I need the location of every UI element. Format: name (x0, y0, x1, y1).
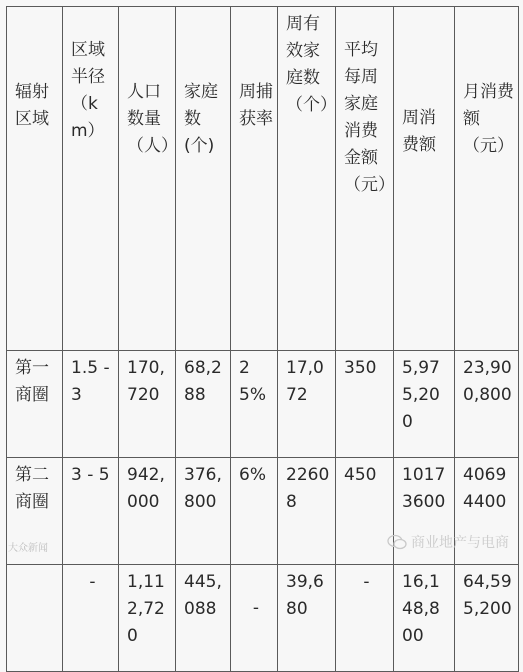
header-cell-weekly-spend: 周消费额 (394, 7, 455, 351)
header-cell-zone: 辐射区域 (7, 7, 63, 351)
table-cell: 10173600 (394, 458, 455, 565)
table-cell: 5,975,200 (394, 351, 455, 458)
table-cell: 22608 (278, 458, 336, 565)
watermark-right-text: 商业地产与电商 (411, 535, 509, 551)
header-cell-population: 人口数量（人） (119, 7, 176, 351)
table-cell (7, 565, 63, 672)
watermark-left (8, 539, 48, 554)
table-cell: 376,800 (176, 458, 231, 565)
table-cell: 450 (336, 458, 394, 565)
table-cell: - (336, 565, 394, 672)
watermark-left-text: 大众新闻 (8, 543, 48, 554)
table-cell: 39,680 (278, 565, 336, 672)
table-cell: 第二商圈 (7, 458, 63, 565)
table-cell: 23,900,800 (455, 351, 519, 458)
table-cell: - (63, 565, 119, 672)
table-cell: 25% (231, 351, 278, 458)
header-cell-avg-spend: 平均每周家庭消费金额（元） (336, 7, 394, 351)
table-cell: 1,112,720 (119, 565, 176, 672)
table-cell: 17,072 (278, 351, 336, 458)
header-cell-households: 家庭数(个) (176, 7, 231, 351)
table-cell: 6% (231, 458, 278, 565)
header-row (7, 7, 519, 351)
table-cell: 40694400 (455, 458, 519, 565)
table-cell: 445,088 (176, 565, 231, 672)
table-cell: 68,288 (176, 351, 231, 458)
header-cell-effective-households: 周有效家庭数（个） (278, 7, 336, 351)
table-cell: 942,000 (119, 458, 176, 565)
header-cell-capture-rate: 周捕获率 (231, 7, 278, 351)
table-row-total (7, 565, 519, 672)
header-cell-monthly-spend: 月消费额（元） (455, 7, 519, 351)
wechat-icon (387, 534, 407, 550)
table-cell: - (231, 565, 278, 672)
table-cell: 3 - 5 (63, 458, 119, 565)
table-cell: 64,595,200 (455, 565, 519, 672)
table-cell: 170,720 (119, 351, 176, 458)
table-cell: 第一商圈 (7, 351, 63, 458)
watermark-right (387, 532, 509, 552)
table-cell: 16,148,800 (394, 565, 455, 672)
table-cell: 1.5 - 3 (63, 351, 119, 458)
table-row (7, 351, 519, 458)
header-cell-radius: 区域半径（km） (63, 7, 119, 351)
table-cell: 350 (336, 351, 394, 458)
consumption-table (6, 6, 519, 672)
